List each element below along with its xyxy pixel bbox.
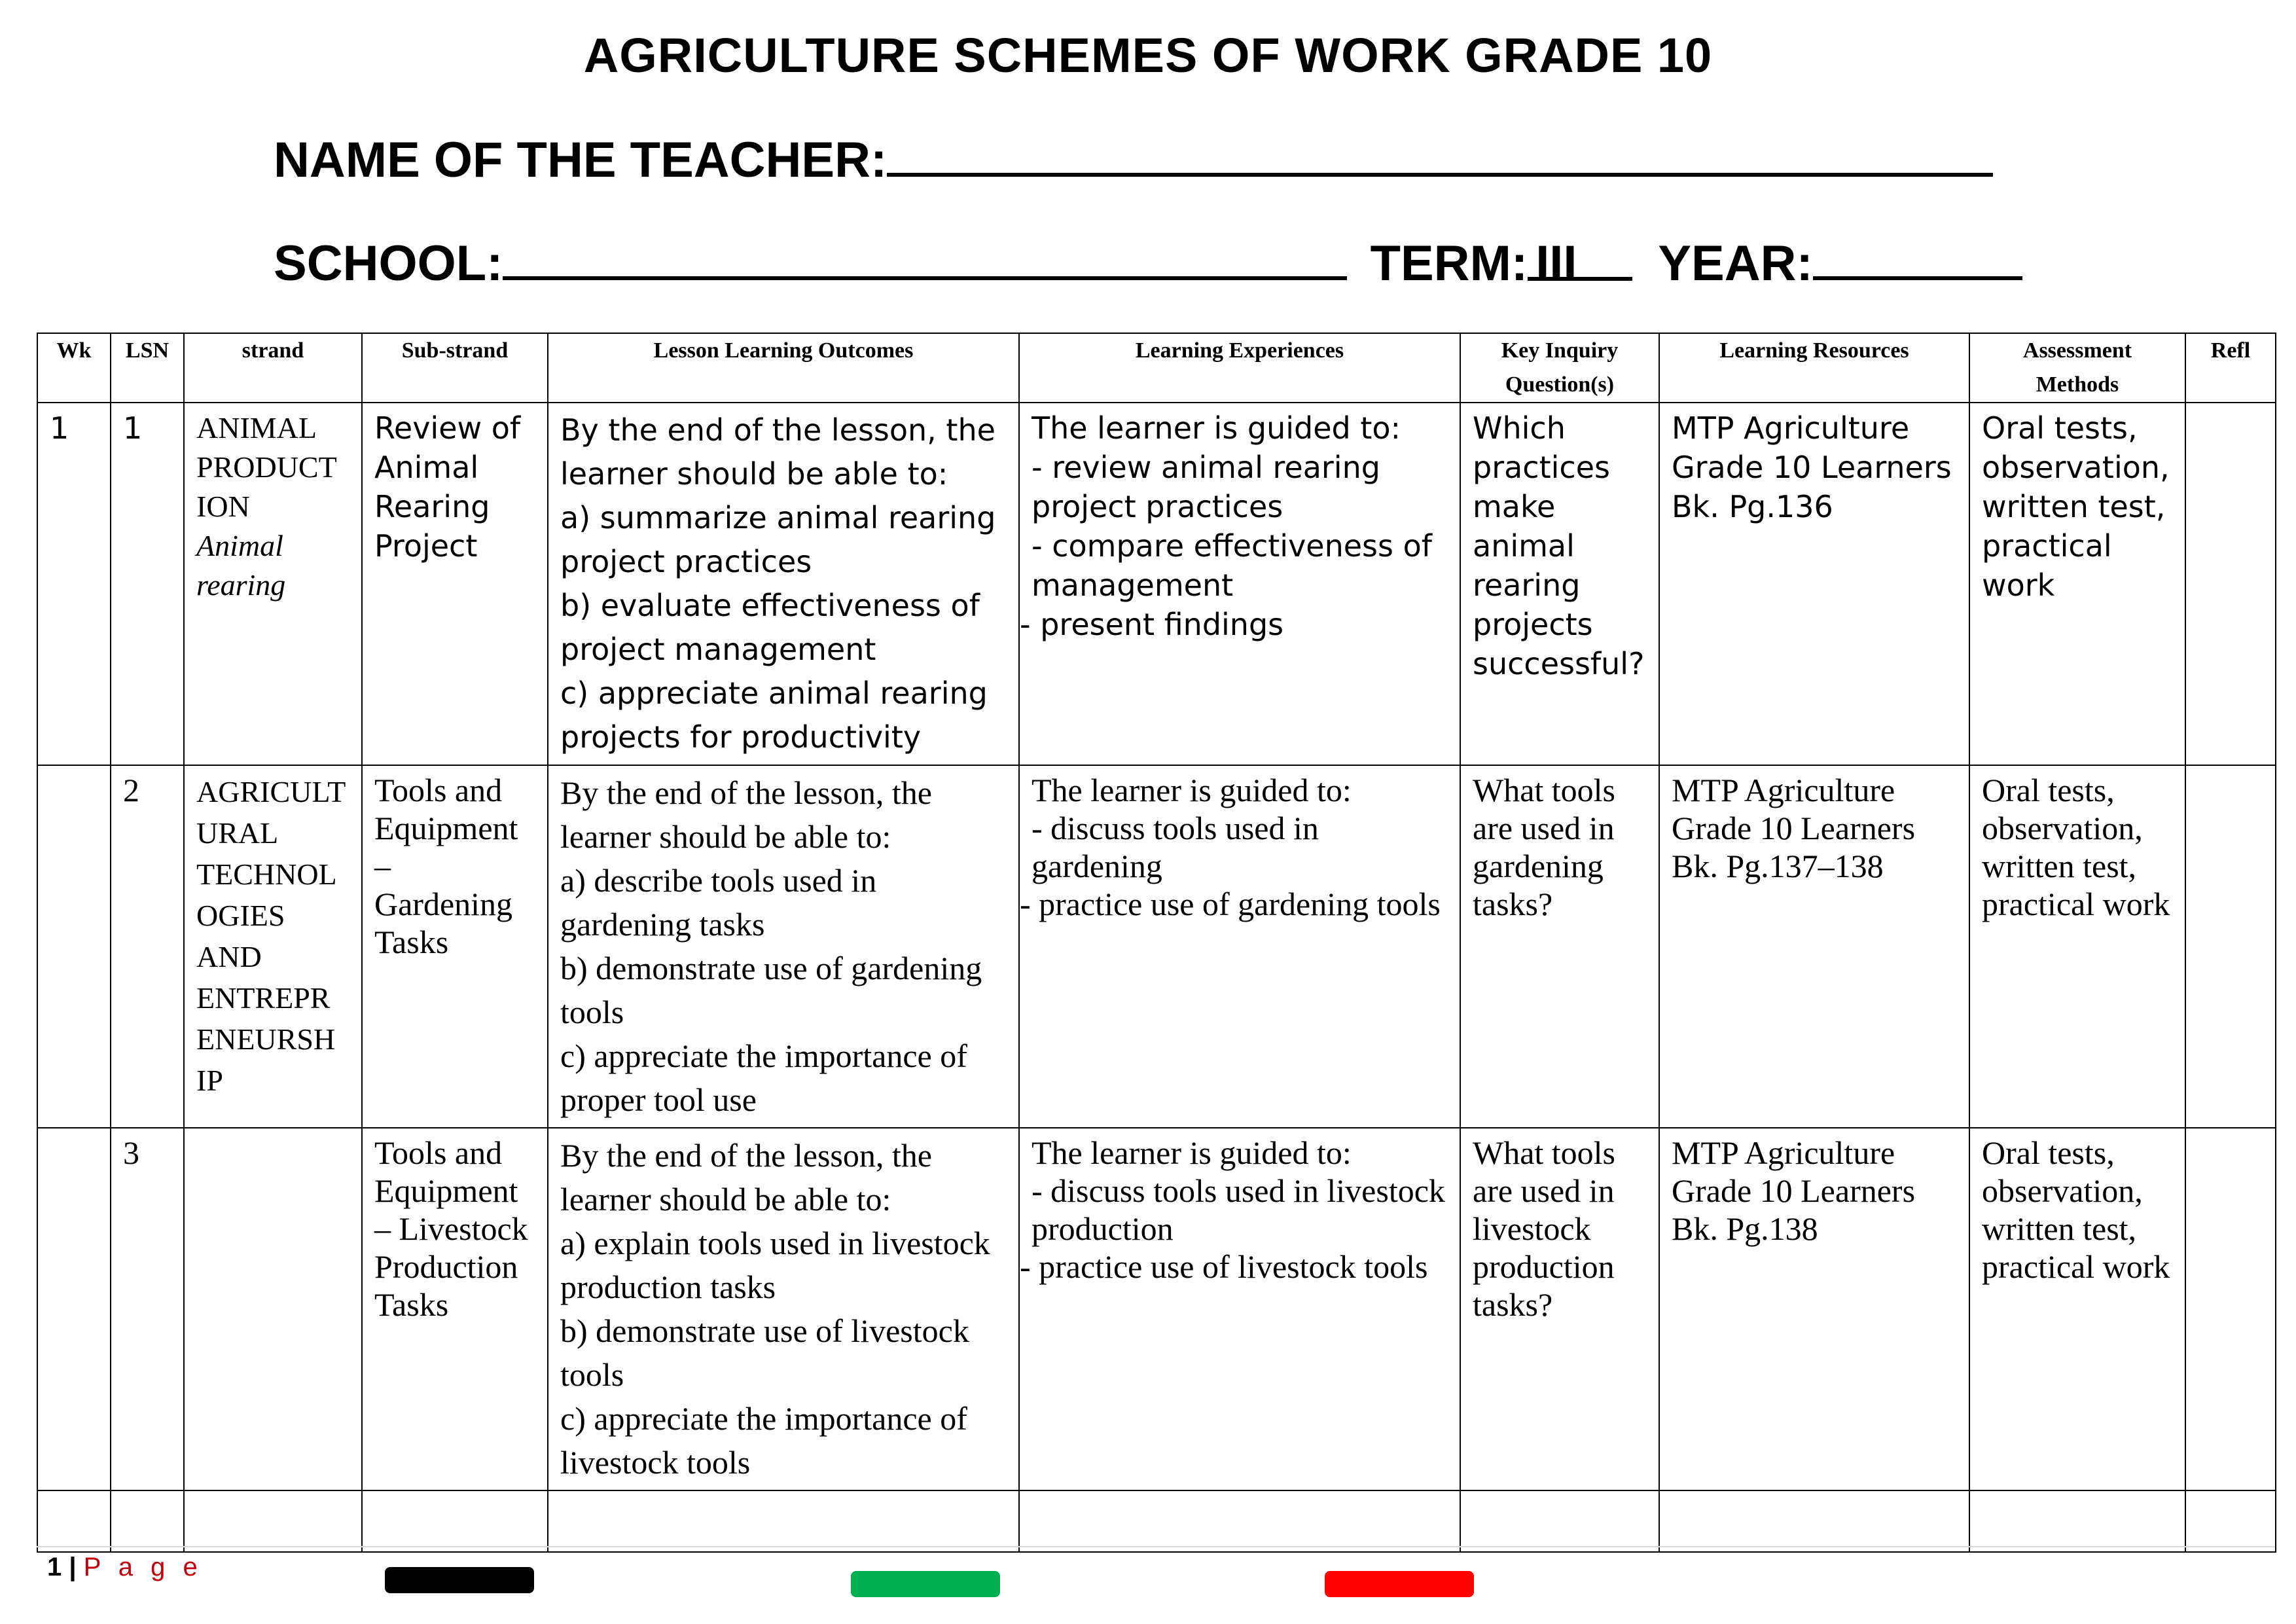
header-wk: Wk: [37, 333, 111, 403]
outcome-line: a) describe tools used in gardening tasks: [560, 862, 877, 943]
outcome-line: By the end of the lesson, the learner should be able to:: [560, 774, 932, 855]
table-row: [37, 403, 2276, 765]
header-lsn: LSN: [111, 333, 184, 403]
table-row: [37, 765, 2276, 1128]
cell-experiences: [1019, 403, 1460, 765]
cell-outcomes: [548, 1128, 1019, 1490]
cell-experiences: [1019, 1128, 1460, 1490]
page-number: [47, 1553, 203, 1582]
strand-line: IP: [196, 1064, 223, 1097]
header-assessment-line1: Assessment: [2022, 338, 2132, 363]
experience-line: - present findings: [1020, 607, 1284, 642]
experience-line: - compare effectiveness of management: [1031, 528, 1432, 603]
header-sub-strand: Sub-strand: [362, 333, 548, 403]
strand-line: AGRICULT: [196, 775, 346, 808]
header-inquiry-line2: Question(s): [1505, 372, 1615, 397]
cell-lsn: 2: [111, 765, 184, 1128]
outcome-line: By the end of the lesson, the learner should be able to:: [560, 1137, 932, 1218]
outcome-line: c) appreciate animal rearing projects for productivity: [560, 676, 988, 755]
cell-outcomes: [548, 765, 1019, 1128]
outcome-line: a) summarize animal rearing project practices: [560, 500, 996, 579]
empty-cell[interactable]: [1460, 1490, 1659, 1552]
outcome-line: c) appreciate the importance of livestock tools: [560, 1400, 967, 1481]
header-inquiry: [1460, 333, 1659, 403]
term-value[interactable]: [1528, 235, 1632, 291]
strand-italic-line: rearing: [196, 568, 286, 602]
header-experiences: Learning Experiences: [1019, 333, 1460, 403]
table-row-empty: [37, 1490, 2276, 1552]
outcome-line: a) explain tools used in livestock production tasks: [560, 1225, 990, 1305]
experience-line: - discuss tools used in gardening: [1031, 810, 1319, 884]
cell-assessment: Oral tests, observation, written test, practical work: [1969, 765, 2185, 1128]
strand-line: ENEURSH: [196, 1022, 336, 1056]
cell-inquiry: Which practices make animal rearing projects successful?: [1460, 403, 1659, 765]
cell-experiences: [1019, 765, 1460, 1128]
experience-line: The learner is guided to:: [1031, 410, 1401, 446]
experience-line: - practice use of livestock tools: [1020, 1248, 1428, 1285]
cell-reflection[interactable]: [2185, 765, 2276, 1128]
header-reflection: Refl: [2185, 333, 2276, 403]
schemes-table: [37, 333, 2276, 1553]
green-bar: [851, 1571, 1000, 1597]
term-value-text: III: [1535, 236, 1577, 291]
document-title: AGRICULTURE SCHEMES OF WORK GRADE 10: [583, 28, 1713, 82]
experience-line: - review animal rearing project practices: [1031, 450, 1380, 524]
cell-sub-strand: Review of Animal Rearing Project: [362, 403, 548, 765]
table-row: [37, 1128, 2276, 1490]
empty-cell[interactable]: [362, 1490, 548, 1552]
empty-cell[interactable]: [548, 1490, 1019, 1552]
empty-cell[interactable]: [184, 1490, 362, 1552]
cell-strand: [184, 765, 362, 1128]
strand-line: URAL: [196, 816, 279, 850]
red-bar: [1325, 1571, 1474, 1597]
cell-reflection[interactable]: [2185, 1128, 2276, 1490]
experience-line: The learner is guided to:: [1031, 1134, 1352, 1171]
cell-outcomes: [548, 403, 1019, 765]
empty-cell[interactable]: [2185, 1490, 2276, 1552]
empty-cell[interactable]: [111, 1490, 184, 1552]
page-label: P a g e: [83, 1553, 203, 1581]
strand-line: ENTREPR: [196, 981, 331, 1015]
cell-assessment: Oral tests, observation, written test, practical work: [1969, 1128, 2185, 1490]
teacher-line: [274, 131, 1993, 189]
header-strand: strand: [184, 333, 362, 403]
table-header-row: [37, 333, 2276, 403]
outcome-line: b) evaluate effectiveness of project management: [560, 588, 980, 667]
school-line: [274, 234, 2022, 292]
experience-line: - practice use of gardening tools: [1020, 886, 1441, 922]
cell-wk: 1: [37, 403, 111, 765]
outcome-line: By the end of the lesson, the learner should be able to:: [560, 412, 996, 492]
strand-italic-line: Animal: [196, 529, 283, 562]
year-label: YEAR:: [1658, 236, 1813, 291]
strand-line: ANIMAL: [196, 411, 317, 444]
term-label: TERM:: [1370, 236, 1528, 291]
empty-cell[interactable]: [37, 1490, 111, 1552]
header-assessment-line2: Methods: [2036, 372, 2119, 397]
cell-inquiry: What tools are used in gardening tasks?: [1460, 765, 1659, 1128]
black-bar: [385, 1567, 534, 1593]
cell-inquiry: What tools are used in livestock production tasks?: [1460, 1128, 1659, 1490]
cell-sub-strand: Tools and Equipment – Gardening Tasks: [362, 765, 548, 1128]
cell-strand: [184, 403, 362, 765]
cell-sub-strand: Tools and Equipment – Livestock Production Tasks: [362, 1128, 548, 1490]
header-inquiry-line1: Key Inquiry: [1501, 338, 1619, 363]
experience-line: The learner is guided to:: [1031, 772, 1352, 808]
strand-line: PRODUCT: [196, 450, 337, 484]
cell-resources: MTP Agriculture Grade 10 Learners Bk. Pg.138: [1659, 1128, 1969, 1490]
cell-wk: [37, 1128, 111, 1490]
empty-cell[interactable]: [1019, 1490, 1460, 1552]
header-assessment: [1969, 333, 2185, 403]
strand-line: TECHNOL: [196, 857, 337, 891]
cell-lsn: 3: [111, 1128, 184, 1490]
outcome-line: c) appreciate the importance of proper tool use: [560, 1038, 967, 1118]
cell-resources: MTP Agriculture Grade 10 Learners Bk. Pg.136: [1659, 403, 1969, 765]
cell-assessment: Oral tests, observation, written test, practical work: [1969, 403, 2185, 765]
cell-reflection[interactable]: [2185, 403, 2276, 765]
strand-line: AND: [196, 940, 262, 973]
outcome-line: b) demonstrate use of livestock tools: [560, 1312, 969, 1393]
teacher-label: NAME OF THE TEACHER:: [274, 132, 888, 188]
page-number-value: 1: [47, 1553, 62, 1581]
cell-resources: MTP Agriculture Grade 10 Learners Bk. Pg.137–138: [1659, 765, 1969, 1128]
page-separator: |: [69, 1553, 77, 1581]
school-label: SCHOOL:: [274, 236, 503, 291]
footer-rule: [37, 1546, 2275, 1547]
cell-wk: [37, 765, 111, 1128]
outcome-line: b) demonstrate use of gardening tools: [560, 950, 982, 1030]
year-blank[interactable]: [1813, 234, 2022, 280]
teacher-blank[interactable]: [887, 131, 1993, 177]
experience-line: - discuss tools used in livestock production: [1031, 1172, 1445, 1247]
strand-line: OGIES: [196, 899, 285, 932]
header-outcomes: Lesson Learning Outcomes: [548, 333, 1019, 403]
cell-lsn: 1: [111, 403, 184, 765]
header-resources: Learning Resources: [1659, 333, 1969, 403]
strand-line: ION: [196, 490, 250, 523]
empty-cell[interactable]: [1969, 1490, 2185, 1552]
empty-cell[interactable]: [1659, 1490, 1969, 1552]
school-blank[interactable]: [503, 234, 1347, 280]
cell-strand: [184, 1128, 362, 1490]
